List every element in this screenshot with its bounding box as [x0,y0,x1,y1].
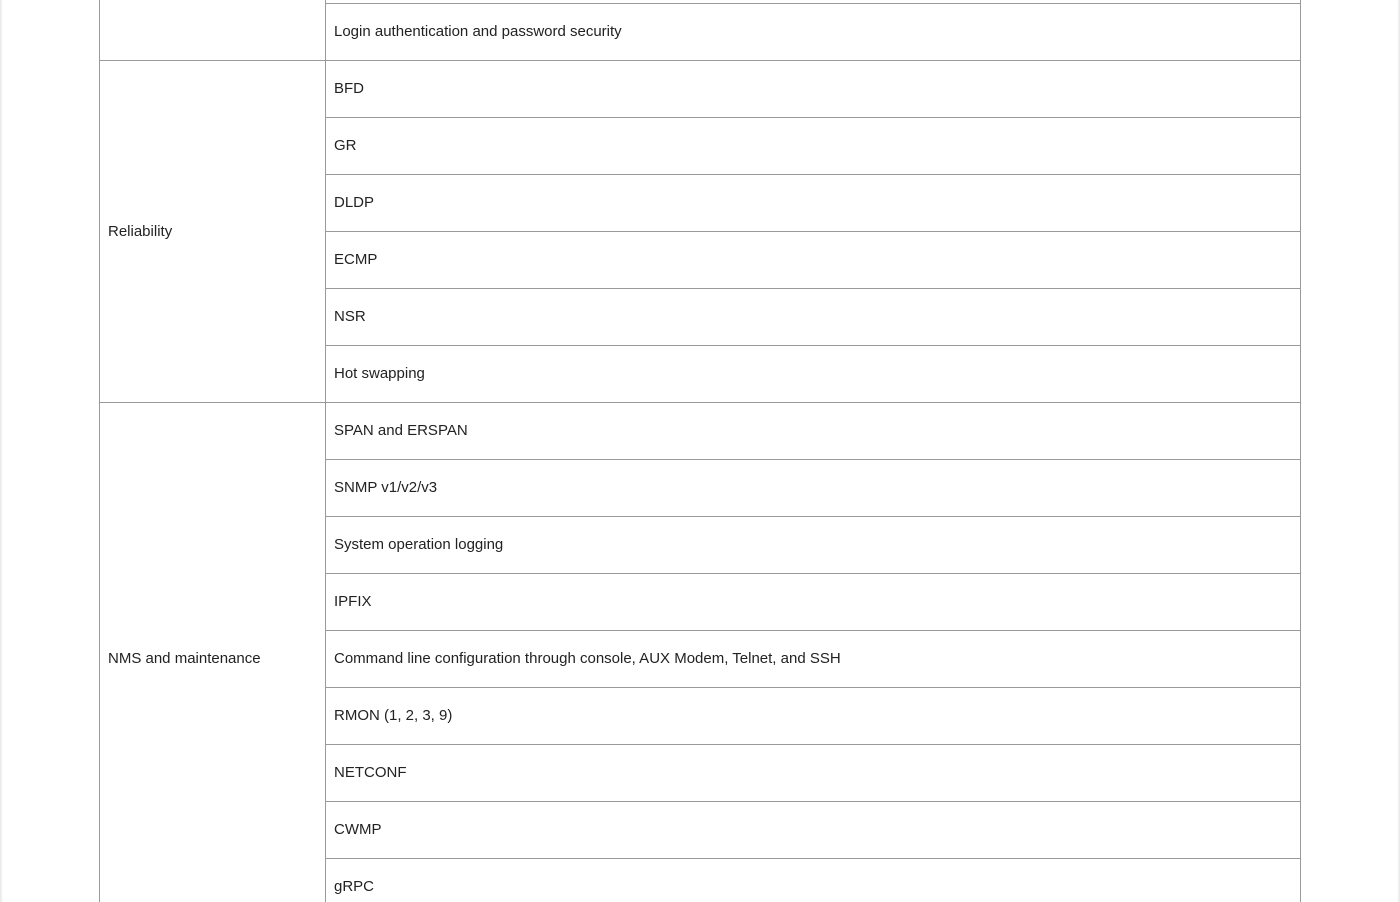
feature-cell: RMON (1, 2, 3, 9) [326,688,1301,745]
category-cell-nms: NMS and maintenance [100,403,326,902]
feature-cell: IPFIX [326,574,1301,631]
feature-cell: ECMP [326,232,1301,289]
feature-cell: gRPC [326,859,1301,902]
feature-cell: BFD [326,61,1301,118]
category-cell-reliability: Reliability [100,61,326,403]
category-cell [100,0,326,61]
feature-cell: GR [326,118,1301,175]
feature-cell: DLDP [326,175,1301,232]
feature-cell: NETCONF [326,745,1301,802]
feature-table-container [99,0,1301,902]
feature-table [99,0,1301,902]
feature-cell: CWMP [326,802,1301,859]
feature-cell: SPAN and ERSPAN [326,403,1301,460]
feature-cell: SNMP v1/v2/v3 [326,460,1301,517]
page-edge-left [0,0,3,902]
feature-cell: NSR [326,289,1301,346]
table-row [100,403,1301,460]
feature-cell: Login authentication and password security [326,4,1301,61]
table-row [100,61,1301,118]
feature-cell: Command line configuration through console, AUX Modem, Telnet, and SSH [326,631,1301,688]
feature-cell: Hot swapping [326,346,1301,403]
feature-cell: System operation logging [326,517,1301,574]
